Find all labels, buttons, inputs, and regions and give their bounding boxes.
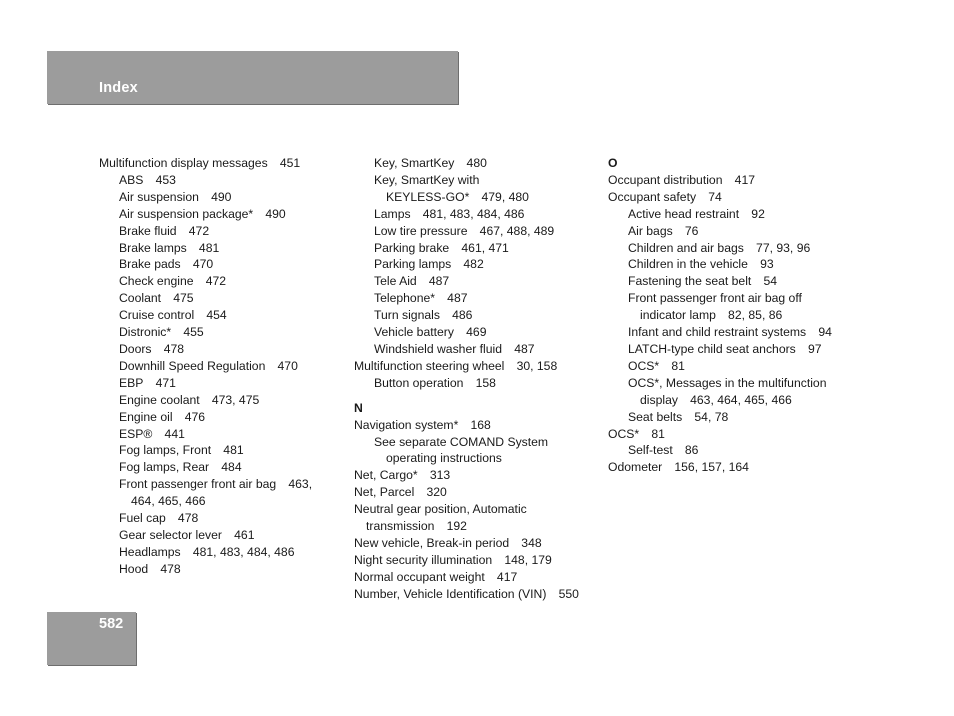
index-subentry: OCS* 81 <box>628 358 685 373</box>
index-entry: Odometer 156, 157, 164 <box>608 460 749 475</box>
index-subentry: Windshield washer fluid 487 <box>374 341 535 356</box>
index-letter-heading: O <box>608 156 618 170</box>
index-subentry: Brake pads 470 <box>119 257 214 272</box>
index-subentry: Fastening the seat belt 54 <box>628 274 778 289</box>
index-subentry: Hood 478 <box>119 561 181 576</box>
index-subentry: Lamps 481, 483, 484, 486 <box>374 206 525 221</box>
index-entry: Net, Cargo* 313 <box>354 468 451 483</box>
page-number: 582 <box>99 616 124 632</box>
page-number-tab <box>47 612 136 665</box>
index-entry: Navigation system* 168 <box>354 417 491 432</box>
index-letter-heading: N <box>354 400 363 415</box>
index-subentry: Self-test 86 <box>628 443 699 458</box>
index-subentry: KEYLESS-GO* 479, 480 <box>386 189 529 204</box>
page-title: Index <box>99 80 138 96</box>
index-subentry: 464, 465, 466 <box>131 494 206 509</box>
index-subentry: operating instructions <box>386 451 502 466</box>
index-subentry: Air bags 76 <box>628 223 699 238</box>
index-subentry: Low tire pressure 467, 488, 489 <box>374 223 555 238</box>
index-subentry: Coolant 475 <box>119 291 194 306</box>
index-subentry: Infant and child restraint systems 94 <box>628 325 832 340</box>
index-entry: Net, Parcel 320 <box>354 485 447 500</box>
index-subentry: Headlamps 481, 483, 484, 486 <box>119 544 295 559</box>
index-subentry: Parking lamps 482 <box>374 257 484 272</box>
index-subentry: Parking brake 461, 471 <box>374 240 509 255</box>
index-entry: Multifunction steering wheel 30, 158 <box>354 358 558 373</box>
index-entry: Neutral gear position, Automatic <box>354 502 527 517</box>
index-subentry: Air suspension 490 <box>119 189 232 204</box>
index-subentry: Tele Aid 487 <box>374 274 450 289</box>
index-column-3 <box>608 155 832 476</box>
index-subentry: Children and air bags 77, 93, 96 <box>628 240 811 255</box>
index-subentry: transmission 192 <box>366 519 467 534</box>
index-subentry: Telephone* 487 <box>374 291 468 306</box>
index-subentry: Distronic* 455 <box>119 325 204 340</box>
index-entry: New vehicle, Break-in period 348 <box>354 535 542 550</box>
index-subentry: Children in the vehicle 93 <box>628 257 774 272</box>
section-gap <box>354 392 579 400</box>
index-subentry: Turn signals 486 <box>374 308 473 323</box>
index-subentry: Fog lamps, Front 481 <box>119 443 244 458</box>
index-subentry: Key, SmartKey with <box>374 172 480 187</box>
index-column-2 <box>354 155 579 603</box>
index-subentry: Front passenger front air bag off <box>628 291 802 306</box>
index-entry: Number, Vehicle Identification (VIN) 550 <box>354 586 579 601</box>
index-column-1 <box>99 155 312 578</box>
header-band <box>47 51 458 104</box>
index-entry: Occupant safety 74 <box>608 189 722 204</box>
index-subentry: EBP 471 <box>119 375 176 390</box>
index-subentry: ABS 453 <box>119 172 176 187</box>
index-subentry: display 463, 464, 465, 466 <box>640 392 792 407</box>
index-subentry: Engine oil 476 <box>119 409 206 424</box>
index-subentry: See separate COMAND System <box>374 434 549 449</box>
index-subentry: Downhill Speed Regulation 470 <box>119 358 298 373</box>
index-subentry: Button operation 158 <box>374 375 496 390</box>
index-subentry: Key, SmartKey 480 <box>374 156 487 170</box>
index-subentry: Fog lamps, Rear 484 <box>119 460 242 475</box>
index-subentry: Brake lamps 481 <box>119 240 220 255</box>
index-subentry: Cruise control 454 <box>119 308 227 323</box>
index-subentry: Vehicle battery 469 <box>374 325 487 340</box>
index-subentry: LATCH-type child seat anchors 97 <box>628 341 822 356</box>
index-subentry: OCS*, Messages in the multifunction <box>628 375 827 390</box>
index-subentry: Doors 478 <box>119 341 185 356</box>
index-subentry: Fuel cap 478 <box>119 511 199 526</box>
index-entry: Night security illumination 148, 179 <box>354 552 552 567</box>
index-subentry: Gear selector lever 461 <box>119 527 255 542</box>
index-subentry: Brake fluid 472 <box>119 223 210 238</box>
index-subentry: Active head restraint 92 <box>628 206 765 221</box>
index-entry: OCS* 81 <box>608 426 665 441</box>
index-subentry: Check engine 472 <box>119 274 227 289</box>
index-entry: Normal occupant weight 417 <box>354 569 518 584</box>
index-entry: Occupant distribution 417 <box>608 172 756 187</box>
index-subentry: indicator lamp 82, 85, 86 <box>640 308 783 323</box>
index-subentry: ESP® 441 <box>119 426 185 441</box>
index-subentry: Air suspension package* 490 <box>119 206 286 221</box>
index-subentry: Engine coolant 473, 475 <box>119 392 260 407</box>
index-entry: Multifunction display messages 451 <box>99 156 301 170</box>
index-subentry: Front passenger front air bag 463, <box>119 477 313 492</box>
index-subentry: Seat belts 54, 78 <box>628 409 729 424</box>
